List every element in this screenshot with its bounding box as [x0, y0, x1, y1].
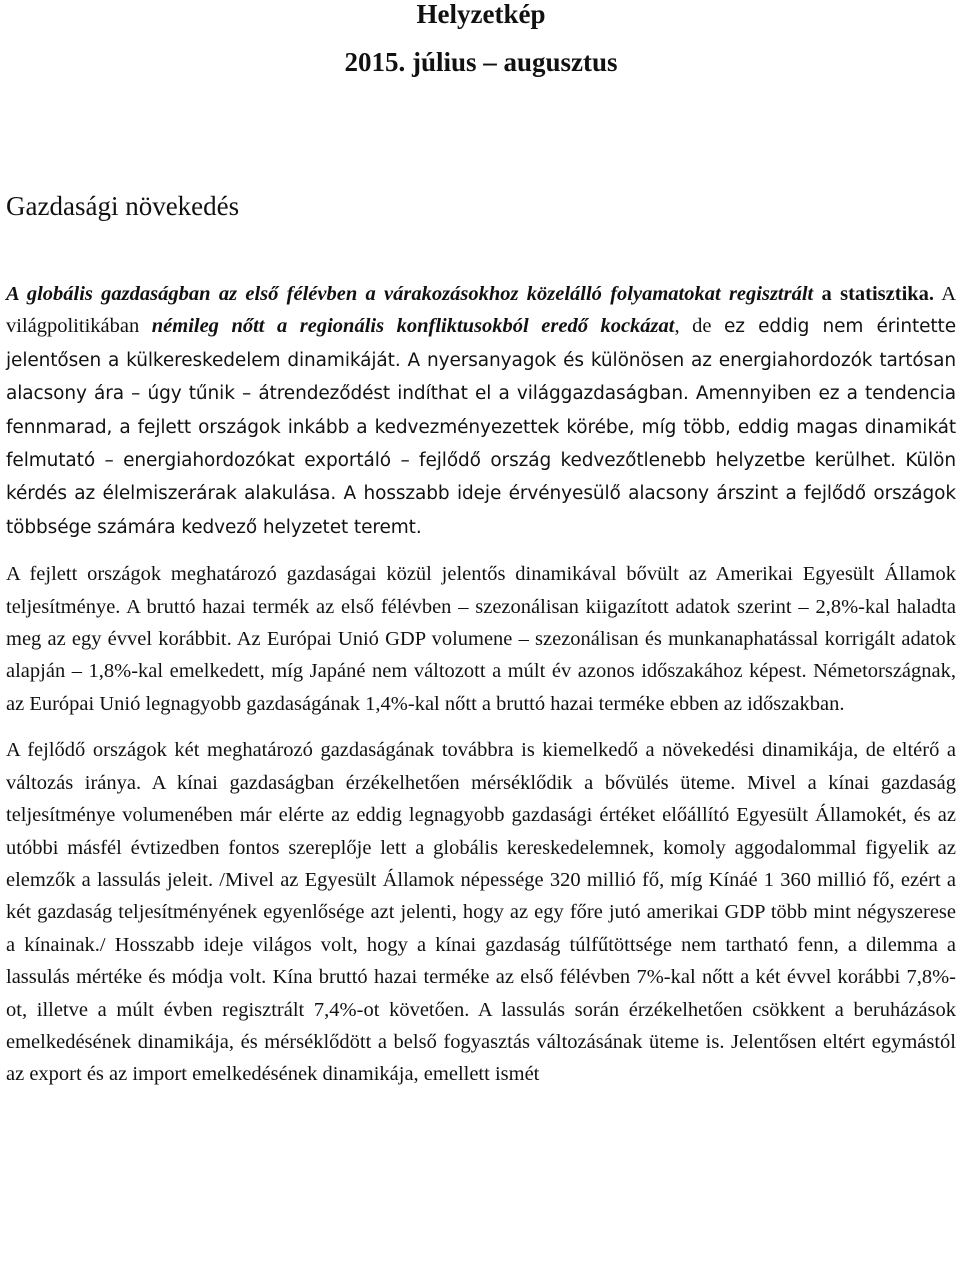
paragraph-1-sans-text: ez eddig nem érintette jelentősen a külkereskedelem dinamikáját. A nyersanyagok és különösen az energiahordozók tartósan alacsony ára – úgy tűnik – átrendeződést indíthat el a világgazdaságban. Amennyiben ez a tendencia fennmarad, a fejlett országok inkább a kedvezményezettek körébe, míg több, eddig magas dinamikát felmutató – energiahordozókat exportáló – fejlődő ország kedvezőtlenebb helyzetbe kerülhet. Külön kérdés az élelmiszerárak alakulása. A hosszabb ideje érvényesülő alacsony árszint a fejlődő országok többsége számára kedvező helyzetet teremt. — [6, 316, 956, 538]
body-text — [6, 278, 956, 1091]
paragraph-1-segment-2: , de — [674, 315, 724, 338]
emphasis-risk: némileg nőtt a regionális konfliktusokból eredő kockázat — [151, 315, 675, 338]
lead-sentence-bold: a statisztika. — [821, 283, 935, 305]
section-heading: Gazdasági növekedés — [6, 191, 240, 221]
lead-sentence-italic: A globális gazdaságban az első félévben a várakozásokhoz közelálló folyamatokat regisztrált — [6, 283, 814, 305]
paragraph-2: A fejlett országok meghatározó gazdaságai közül jelentős dinamikával bővült az Amerikai Egyesült Államok teljesítménye. A bruttó hazai termék az első félévben – szezonálisan kiigazított adatok szerint – 2,8%-kal haladta meg az egy évvel korábbit. Az Európai Unió GDP volumene – szezonálisan és munkanaphatással korrigált adatok alapján – 1,8%-kal emelkedett, míg Japáné nem változott a múlt év azonos időszakához képest. Németországnak, az Európai Unió legnagyobb gazdaságának 1,4%-kal nőtt a bruttó hazai terméke ebben az időszakban. — [6, 563, 956, 715]
paragraph-1-segment-1: A világpolitikában — [6, 283, 957, 338]
title-line-2: 2015. július – augusztus — [344, 47, 618, 77]
document-title — [6, 0, 956, 86]
paragraph-3: A fejlődő országok két meghatározó gazdaságának továbbra is kiemelkedő a növekedési dinamikája, de eltérő a változás iránya. A kínai gazdaságban érzékelhetően mérséklődik a bővülés üteme. Mivel a kínai gazdaság teljesítménye volumenében már elérte az eddig legnagyobb gazdasági értéket előállító Egyesült Államokét, és az utóbbi másfél évtizedben fontos szereplője lett a globális kereskedelemnek, komoly aggodalommal figyelik az elemzők a lassulás jeleit. /Mivel az Egyesült Államok népessége 320 millió fő, míg Kínáé 1 360 millió fő, ezért a két gazdaság teljesítményének egyenlősége azt jelenti, hogy az egy főre jutó amerikai GDP több mint négyszerese a kínainak./ Hosszabb ideje világos volt, hogy a kínai gazdaság túlfűtöttsége nem tartható fenn, a dilemma a lassulás mértéke és módja volt. Kína bruttó hazai terméke az első félévben 7%-kal nőtt a két évvel korábbi 7,8%-ot, illetve a múlt évben regisztrált 7,4%-ot követően. A lassulás során érzékelhetően csökkent a beruházások emelkedésének dinamikája, és mérséklődött a belső fogyasztás változásának üteme is. Jelentősen eltért egymástól az export és az import emelkedésének dinamikája, emellett ismét — [6, 739, 956, 1086]
title-line-1: Helyzetkép — [416, 0, 546, 29]
paragraph-1 — [6, 278, 956, 544]
